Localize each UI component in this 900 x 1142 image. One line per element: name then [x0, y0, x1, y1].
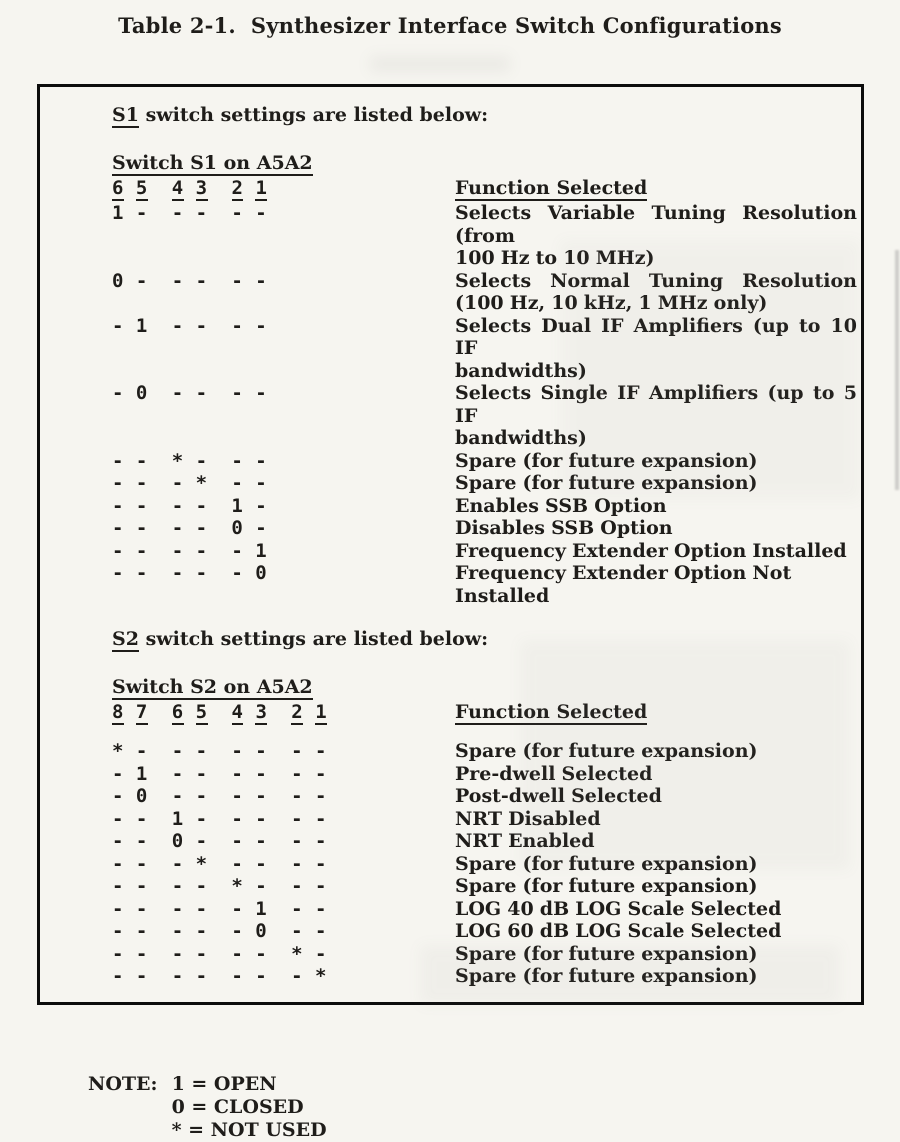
s2-column-headers: [112, 701, 455, 724]
function-cell: [455, 808, 857, 831]
switch-row: [112, 808, 857, 831]
switch-pattern: - - 1 - - - - -: [112, 807, 327, 830]
note-line: 1 = OPEN: [171, 1072, 277, 1095]
s1-intro: [112, 104, 857, 126]
column-header-digit: 1: [255, 177, 268, 199]
function-cell: [455, 382, 857, 450]
function-cell: [455, 315, 857, 383]
s2-rows: [112, 740, 857, 988]
function-cell: [455, 270, 857, 315]
function-text: Enables SSB Option: [455, 494, 667, 517]
function-text: Selects Single IF Amplifiers (up to 5 IF: [455, 382, 857, 427]
column-header-digit: 8: [112, 701, 124, 723]
function-text: Disables SSB Option: [455, 517, 673, 539]
column-header-digit: 1: [315, 701, 328, 723]
switch-pattern: - - - - * - - -: [112, 875, 327, 897]
function-text: Spare (for future expansion): [455, 942, 758, 965]
scan-edge-streak: [895, 250, 899, 490]
function-cell: [455, 875, 857, 898]
switch-pattern: - - - * - - - -: [112, 852, 327, 875]
switch-pattern: 0 - - - - -: [112, 269, 268, 292]
note-label: NOTE:: [88, 1072, 158, 1095]
switch-row: [112, 562, 857, 607]
s2-intro-rest: switch settings are listed below:: [138, 628, 489, 650]
function-text: Frequency Extender Option Installed: [455, 539, 847, 562]
switch-row: [112, 785, 857, 808]
function-text: 100 Hz to 10 MHz): [455, 247, 655, 269]
column-header-digit: 6: [112, 177, 124, 199]
note-lines: [172, 1073, 327, 1142]
function-cell: [455, 830, 857, 853]
function-cell: [455, 943, 857, 966]
column-header-digit: 7: [135, 701, 148, 723]
function-text: LOG 40 dB LOG Scale Selected: [455, 897, 782, 920]
function-text: Spare (for future expansion): [455, 965, 758, 987]
note: [88, 1073, 900, 1142]
s1-rows: [112, 202, 857, 607]
function-text: Spare (for future expansion): [455, 472, 758, 494]
s1-function-header: Function Selected: [455, 177, 648, 199]
function-text: Selects Variable Tuning Resolution (from: [455, 202, 857, 247]
function-text: Frequency Extender Option Not Installed: [455, 562, 792, 607]
s2-intro-label: S2: [112, 628, 139, 650]
switch-pattern: - - - - 1 -: [112, 494, 268, 517]
function-text: bandwidths): [455, 359, 587, 382]
switch-pattern: * - - - - - - -: [112, 740, 327, 762]
switch-pattern: - - - - - 1: [112, 539, 268, 562]
s1-table-caption: Switch S1 on A5A2: [112, 152, 313, 174]
function-cell: [455, 920, 857, 943]
function-cell: [455, 202, 857, 270]
function-text: LOG 60 dB LOG Scale Selected: [455, 920, 782, 942]
function-text: Selects Normal Tuning Resolution: [455, 269, 857, 292]
switch-row: [112, 830, 857, 853]
switch-pattern: - - 0 - - - - -: [112, 830, 327, 852]
function-text: bandwidths): [455, 427, 587, 449]
column-header-digit: 4: [231, 701, 244, 723]
function-cell: [455, 450, 857, 473]
switch-row: [112, 920, 857, 943]
switch-pattern: - - * - - -: [112, 449, 268, 472]
switch-row: [112, 495, 857, 518]
s2-table-caption: Switch S2 on A5A2: [112, 676, 313, 698]
function-cell: [455, 740, 857, 763]
s2-function-header: Function Selected: [455, 701, 648, 723]
switch-config-table-box: [37, 84, 864, 1005]
function-cell: [455, 965, 857, 988]
s2-section: [112, 628, 857, 988]
function-text: (100 Hz, 10 kHz, 1 MHz only): [455, 292, 768, 314]
function-text: Selects Dual IF Amplifiers (up to 10 IF: [455, 314, 857, 359]
s1-intro-rest: switch settings are listed below:: [138, 104, 489, 126]
function-text: Pre-dwell Selected: [455, 762, 653, 785]
function-text: NRT Disabled: [455, 807, 601, 830]
switch-row: [112, 540, 857, 563]
switch-row: [112, 853, 857, 876]
switch-row: [112, 875, 857, 898]
function-cell: [455, 898, 857, 921]
function-text: Post-dwell Selected: [455, 785, 662, 807]
switch-row: [112, 943, 857, 966]
switch-pattern: - - - - - 1 - -: [112, 897, 327, 920]
note-line: 0 = CLOSED: [171, 1095, 304, 1118]
function-cell: [455, 517, 857, 540]
column-header-digit: 2: [291, 701, 304, 723]
s1-caption-row: [112, 152, 857, 175]
switch-row: [112, 517, 857, 540]
switch-pattern: - 0 - - - -: [112, 382, 268, 404]
function-cell: [455, 472, 857, 495]
page-title: Table 2-1. Synthesizer Interface Switch Configurations: [118, 13, 782, 38]
s2-intro: [112, 628, 857, 650]
function-cell: [455, 785, 857, 808]
column-header-digit: 6: [171, 701, 184, 723]
function-text: Spare (for future expansion): [455, 875, 758, 897]
switch-row: [112, 270, 857, 315]
s2-caption-row: [112, 676, 857, 699]
column-header-digit: 3: [195, 177, 208, 199]
column-header-digit: 4: [171, 177, 184, 199]
switch-row: [112, 382, 857, 450]
function-cell: [455, 763, 857, 786]
switch-row: [112, 763, 857, 786]
function-cell: [455, 495, 857, 518]
function-text: Spare (for future expansion): [455, 740, 758, 762]
scan-artifact: [370, 56, 510, 72]
s1-section: [112, 104, 857, 607]
switch-pattern: - - - - - 0 - -: [112, 920, 327, 942]
switch-row: [112, 965, 857, 988]
function-text: Spare (for future expansion): [455, 449, 758, 472]
switch-pattern: - - - - 0 -: [112, 517, 268, 539]
switch-pattern: - 1 - - - -: [112, 314, 268, 337]
s1-header-row: [112, 177, 857, 200]
switch-row: [112, 450, 857, 473]
switch-row: [112, 898, 857, 921]
function-cell: [455, 562, 857, 607]
function-cell: [455, 540, 857, 563]
column-header-digit: 5: [195, 701, 208, 723]
note-line: * = NOT USED: [171, 1118, 327, 1141]
switch-pattern: - 1 - - - - - -: [112, 762, 327, 785]
switch-pattern: 1 - - - - -: [112, 202, 268, 224]
switch-row: [112, 472, 857, 495]
switch-row: [112, 315, 857, 383]
switch-pattern: - - - - - - - *: [112, 965, 327, 987]
function-text: NRT Enabled: [455, 830, 595, 852]
s1-column-headers: [112, 177, 455, 200]
switch-pattern: - 0 - - - - - -: [112, 785, 327, 807]
column-header-digit: 3: [255, 701, 268, 723]
switch-pattern: - - - - - - * -: [112, 942, 327, 965]
column-header-digit: 2: [231, 177, 244, 199]
switch-pattern: - - - - - 0: [112, 562, 268, 584]
switch-row: [112, 740, 857, 763]
function-text: Spare (for future expansion): [455, 852, 758, 875]
switch-pattern: - - - * - -: [112, 472, 268, 494]
switch-row: [112, 202, 857, 270]
column-header-digit: 5: [135, 177, 148, 199]
s1-intro-label: S1: [112, 104, 139, 126]
s2-header-row: [112, 701, 857, 724]
function-cell: [455, 853, 857, 876]
